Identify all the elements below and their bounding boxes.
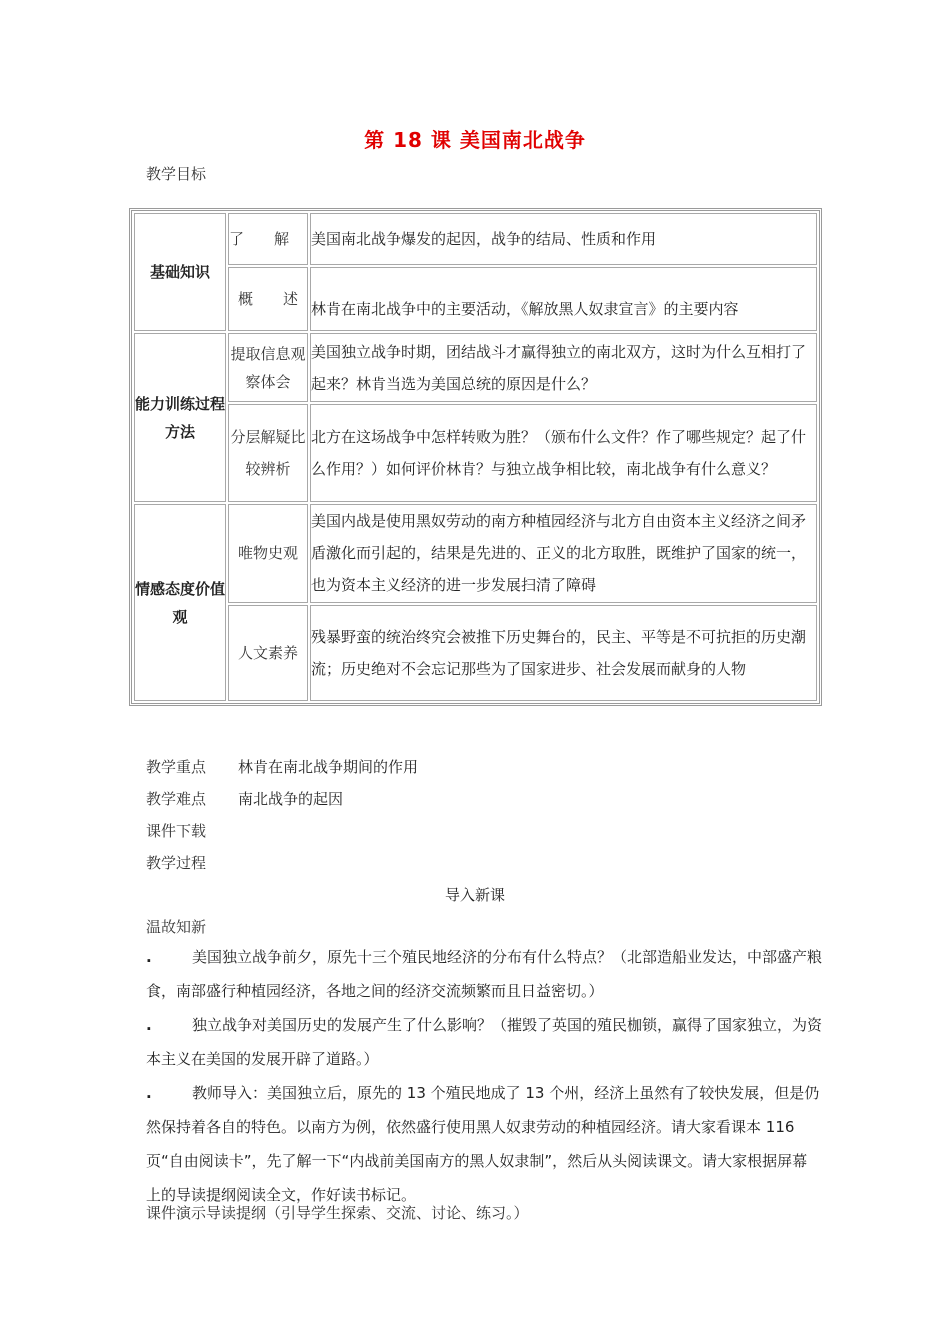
sub-extract: 提取信息观察体会 — [228, 333, 308, 401]
sub-humanities: 人文素养 — [228, 605, 308, 701]
text-analyze: 北方在这场战争中怎样转败为胜？（颁布什么文件？作了哪些规定？起了什么作用？）如何评价林肯？与独立战争相比较，南北战争有什么意义？ — [310, 404, 817, 502]
text-materialism: 美国内战是使用黑奴劳动的南方种植园经济与北方自由资本主义经济之间矛盾激化而引起的，结果是先进的、正义的北方取胜，既维护了国家的统一，也为资本主义经济的进一步发展扫清了障碍 — [310, 504, 817, 602]
sub-outline: 概 述 — [228, 267, 308, 331]
bullet-3: . — [146, 1084, 152, 1102]
key-point-label: 教学重点 — [146, 758, 207, 776]
category-attitude: 情感态度价值 观 — [134, 504, 226, 701]
text-extract: 美国独立战争时期，团结战斗才赢得独立的南北双方，这时为什么互相打了起来？林肯当选为美国总统的原因是什么？ — [310, 333, 817, 401]
category-ability: 能力训练过程方法 — [134, 333, 226, 502]
bullet-1: . — [146, 948, 152, 966]
category-basic: 基础知识 — [134, 213, 226, 331]
sub-analyze: 分层解疑比较辨析 — [228, 404, 308, 502]
key-point: 林肯在南北战争期间的作用 — [238, 758, 419, 776]
goals-table — [129, 208, 822, 706]
text-humanities: 残暴野蛮的统治终究会被推下历史舞台的，民主、平等是不可抗拒的历史潮流；历史绝对不会忘记那些为了国家进步、社会发展而献身的人物 — [310, 605, 817, 701]
goals-label: 教学目标 — [146, 165, 207, 183]
review-label: 温故知新 — [146, 918, 207, 936]
paragraph-1: . 美国独立战争前夕，原先十三个殖民地经济的分布有什么特点？（北部造船业发达，中部盛产粮食，南部盛行种植园经济，各地之间的经济交流频繁而且日益密切。） — [146, 940, 822, 1008]
process-label: 教学过程 — [146, 854, 207, 872]
last-line: 课件演示导读提纲（引导学生探索、交流、讨论、练习。） — [146, 1204, 529, 1222]
text-outline: 林肯在南北战争中的主要活动，《解放黑人奴隶宣言》的主要内容 — [310, 267, 817, 331]
paragraph-3: . 教师导入：美国独立后，原先的 13 个殖民地成了 13 个州，经济上虽然有了较快发展，但是仍然保持着各自的特色。以南方为例，依然盛行使用黑人奴隶劳动的种植园经济。请大家看课本 116 页“自由阅读卡”，先了解一下“内战前美国南方的黑人奴隶制”，然后从头阅读课文。请大家根据屏幕上的导读提纲阅读全文，作好读书标记。 — [146, 1076, 822, 1212]
text-understand: 美国南北战争爆发的起因，战争的结局、性质和作用 — [310, 213, 817, 265]
difficulty: 南北战争的起因 — [238, 790, 344, 808]
sub-materialism: 唯物史观 — [228, 504, 308, 602]
page-title: 第 18 课 美国南北战争 — [364, 128, 586, 152]
difficulty-label: 教学难点 — [146, 790, 207, 808]
paragraph-2: . 独立战争对美国历史的发展产生了什么影响？（摧毁了英国的殖民枷锁，赢得了国家独立，为资本主义在美国的发展开辟了道路。） — [146, 1008, 822, 1076]
bullet-2: . — [146, 1016, 152, 1034]
download-label: 课件下载 — [146, 822, 207, 840]
intro-title: 导入新课 — [444, 886, 505, 904]
sub-understand: 了 解 — [228, 213, 308, 265]
